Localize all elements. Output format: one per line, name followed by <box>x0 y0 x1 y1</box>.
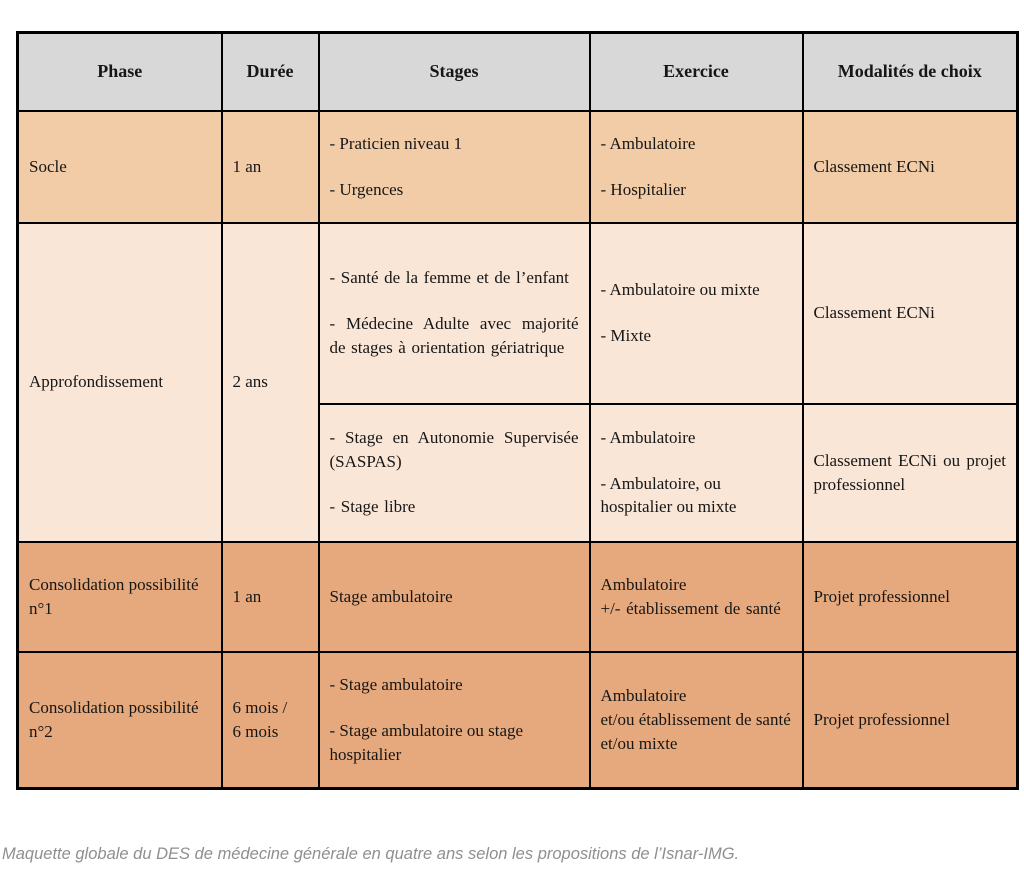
stage-item: - Stage libre <box>329 497 416 517</box>
duree-line: 6 mois / <box>232 697 288 717</box>
des-maquette-table <box>16 31 1019 790</box>
cell-consol1-exercice <box>590 542 803 652</box>
header-exercice: Exercice <box>590 33 803 111</box>
cell-consol2-modalites: Projet professionnel <box>803 652 1018 789</box>
exercice-line: et/ou mixte <box>600 733 678 753</box>
stage-item: - Urgences <box>329 179 404 199</box>
exercice-line: Ambulatoire <box>600 686 687 706</box>
cell-approf2-stages <box>319 404 590 542</box>
figure-caption: Maquette globale du DES de médecine générale en quatre ans selon les propositions de l’Isnar-IMG. <box>2 845 740 863</box>
cell-socle-exercice <box>590 111 803 223</box>
cell-approf-phase: Approfondissement <box>18 223 222 542</box>
cell-consol1-phase: Consolidation possibilité n°1 <box>18 542 222 652</box>
exercice-item: - Ambulatoire ou mixte <box>600 280 760 300</box>
exercice-item: - Ambulatoire <box>600 133 696 153</box>
cell-approf-duree: 2 ans <box>222 223 319 542</box>
header-duree: Durée <box>222 33 319 111</box>
exercice-line: Ambulatoire <box>600 574 687 594</box>
header-phase: Phase <box>18 33 222 111</box>
cell-approf2-modalites: Classement ECNi ou projet professionnel <box>803 404 1018 542</box>
exercice-item: - Mixte <box>600 326 652 345</box>
cell-approf1-exercice <box>590 223 803 404</box>
cell-consol2-stages <box>319 652 590 789</box>
row-consolidation-2 <box>18 652 1018 789</box>
cell-consol2-phase: Consolidation possibilité n°2 <box>18 652 222 789</box>
cell-consol1-modalites: Projet professionnel <box>803 542 1018 652</box>
header-stages: Stages <box>319 33 590 111</box>
cell-socle-phase: Socle <box>18 111 222 223</box>
cell-socle-duree: 1 an <box>222 111 319 223</box>
exercice-line: et/ou établissement de santé <box>600 709 791 729</box>
stage-item: - Médecine Adulte avec majorité de stages à orientation gériatrique <box>329 314 579 357</box>
duree-line: 6 mois <box>232 721 279 741</box>
cell-consol1-stages: Stage ambulatoire <box>319 542 590 652</box>
cell-consol2-exercice <box>590 652 803 789</box>
cell-socle-modalites: Classement ECNi <box>803 111 1018 223</box>
cell-approf1-modalites: Classement ECNi <box>803 223 1018 404</box>
row-approfondissement-bloc1 <box>18 223 1018 404</box>
cell-consol1-duree: 1 an <box>222 542 319 652</box>
exercice-item: - Ambulatoire, ou hospitalier ou mixte <box>600 473 737 517</box>
stage-item: - Stage ambulatoire <box>329 675 463 695</box>
row-consolidation-1 <box>18 542 1018 652</box>
cell-approf1-stages <box>319 223 590 404</box>
exercice-item: - Ambulatoire <box>600 427 696 447</box>
cell-consol2-duree <box>222 652 319 789</box>
header-row <box>18 33 1018 111</box>
stage-item: - Stage en Autonomie Supervisée (SASPAS) <box>329 427 579 471</box>
exercice-line: +/- établissement de santé <box>600 598 781 618</box>
row-socle <box>18 111 1018 223</box>
cell-approf2-exercice <box>590 404 803 542</box>
cell-socle-stages <box>319 111 590 223</box>
stage-item: - Santé de la femme et de l’enfant <box>329 268 569 288</box>
stage-item: - Stage ambulatoire ou stage hospitalier <box>329 720 524 764</box>
stage-item: - Praticien niveau 1 <box>329 133 463 153</box>
header-modalites: Modalités de choix <box>803 33 1018 111</box>
exercice-item: - Hospitalier <box>600 179 686 199</box>
